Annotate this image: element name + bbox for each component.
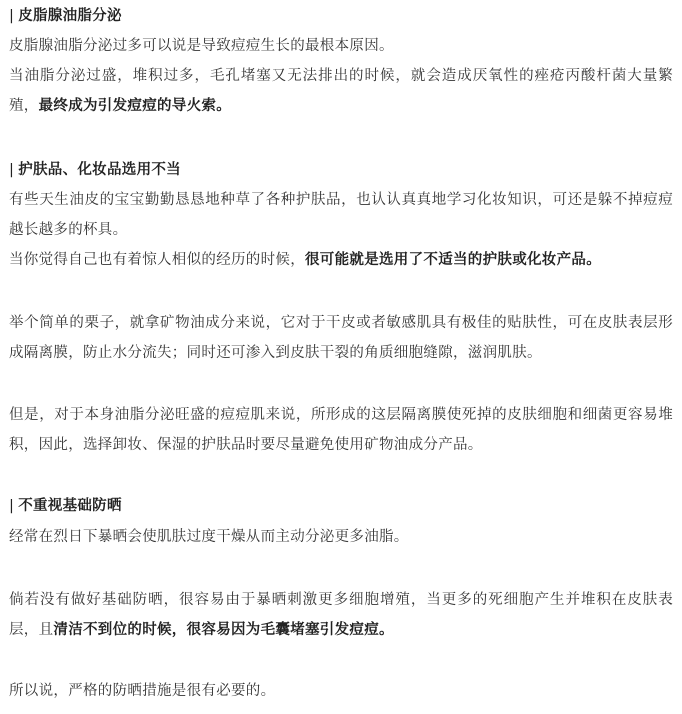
- paragraph-text: 举个简单的栗子，就拿矿物油成分来说，它对于干皮或者敏感肌具有极佳的贴肤性，可在皮肤表层形成隔离膜，防止水分流失；同时还可渗入到皮肤干裂的角质细胞缝隙，滋润肌肤。: [9, 315, 673, 361]
- paragraph-text: 倘若没有做好基础防晒，很容易由于暴晒刺激更多细胞增殖，当更多的死细胞产生并堆积在皮肤表层，且: [9, 592, 673, 638]
- paragraph-line: [9, 676, 673, 706]
- paragraph-text: 但是，对于本身油脂分泌旺盛的痘痘肌来说，所形成的这层隔离膜使死掉的皮肤细胞和细菌更容易堆积，因此，选择卸妆、保湿的护肤品时要尽量避免使用矿物油成分产品。: [9, 407, 673, 453]
- paragraph-text: 当你觉得自己也有着惊人相似的经历的时候，: [9, 252, 305, 268]
- paragraph-emphasis: 很可能就是选用了不适当的护肤或化妆产品。: [305, 252, 601, 268]
- paragraph: [9, 585, 673, 645]
- paragraph: [9, 185, 673, 245]
- paragraph: [9, 308, 673, 368]
- section-heading-sunscreen: [9, 491, 673, 521]
- paragraph-line: [9, 31, 673, 61]
- paragraph-emphasis: 清洁不到位的时候，很容易因为毛囊堵塞引发痘痘。: [53, 622, 394, 638]
- paragraph-text: 经常在烈日下暴晒会使肌肤过度干燥从而主动分泌更多油脂。: [9, 529, 409, 545]
- heading-marker: |: [9, 498, 15, 514]
- heading-text: 护肤品、化妆品选用不当: [18, 162, 181, 178]
- heading-text: 皮脂腺油脂分泌: [18, 8, 122, 24]
- paragraph-text: 有些天生油皮的宝宝勤勤恳恳地种草了各种护肤品，也认认真真地学习化妆知识，可还是躲不掉痘痘越长越多的杯具。: [9, 192, 673, 238]
- heading-text: 不重视基础防晒: [18, 498, 122, 514]
- paragraph-line: [9, 522, 673, 552]
- paragraph: [9, 400, 673, 460]
- paragraph-emphasis: 最终成为引发痘痘的导火索。: [38, 98, 232, 114]
- paragraph-text: 所以说，严格的防晒措施是很有必要的。: [9, 683, 276, 699]
- paragraph-text: 当油脂分泌过盛，堆积过多，毛孔堵塞又无法排出的时候，就会造成厌氧性的痤疮丙酸杆菌大量繁殖，: [9, 68, 673, 114]
- paragraph-text: 皮脂腺油脂分泌过多可以说是导致痘痘生长的最根本原因。: [9, 38, 394, 54]
- heading-marker: |: [9, 162, 15, 178]
- section-heading-skincare: [9, 155, 673, 185]
- paragraph: [9, 61, 673, 121]
- paragraph-line: [9, 245, 673, 275]
- heading-marker: |: [9, 8, 15, 24]
- section-heading-sebum: [9, 1, 673, 31]
